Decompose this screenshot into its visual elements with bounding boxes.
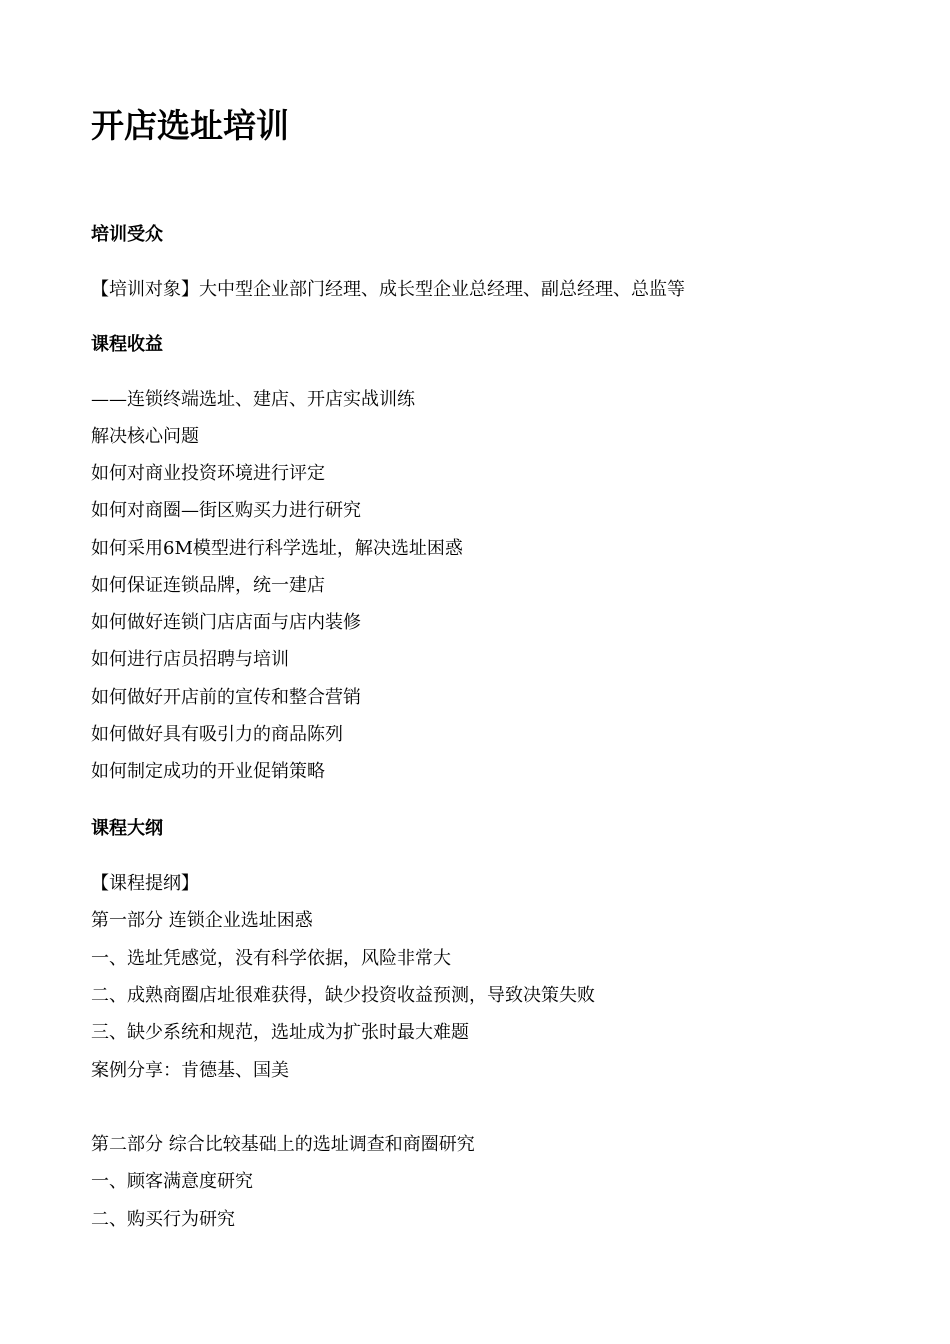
benefit-line: 如何进行店员招聘与培训 xyxy=(91,649,289,670)
outline-line: 第二部分 综合比较基础上的选址调查和商圈研究 xyxy=(91,1134,475,1155)
benefit-line: ——连锁终端选址、建店、开店实战训练 xyxy=(91,389,415,410)
outline-line: 三、缺少系统和规范，选址成为扩张时最大难题 xyxy=(91,1022,469,1043)
benefit-line: 如何制定成功的开业促销策略 xyxy=(91,761,325,782)
outline-line: 案例分享：肯德基、国美 xyxy=(91,1060,289,1081)
benefit-line: 如何保证连锁品牌，统一建店 xyxy=(91,575,325,596)
benefit-line: 如何做好具有吸引力的商品陈列 xyxy=(91,724,343,745)
benefit-line: 如何做好开店前的宣传和整合营销 xyxy=(91,687,361,708)
section-heading-benefits: 课程收益 xyxy=(91,334,163,355)
benefit-line: 如何采用6M模型进行科学选址，解决选址困惑 xyxy=(91,538,463,559)
benefit-line: 如何对商业投资环境进行评定 xyxy=(91,463,325,484)
benefit-line: 如何对商圈—街区购买力进行研究 xyxy=(91,500,361,521)
audience-text: 【培训对象】大中型企业部门经理、成长型企业总经理、副总经理、总监等 xyxy=(91,279,685,300)
outline-line: 二、购买行为研究 xyxy=(91,1209,235,1230)
outline-line: 一、选址凭感觉，没有科学依据，风险非常大 xyxy=(91,948,451,969)
section-heading-outline: 课程大纲 xyxy=(91,818,163,839)
outline-line: 第一部分 连锁企业选址困惑 xyxy=(91,910,313,931)
document-title: 开店选址培训 xyxy=(91,106,289,145)
section-heading-audience: 培训受众 xyxy=(91,224,163,245)
benefit-line: 解决核心问题 xyxy=(91,426,199,447)
outline-line: 一、顾客满意度研究 xyxy=(91,1171,253,1192)
outline-line: 二、成熟商圈店址很难获得，缺少投资收益预测，导致决策失败 xyxy=(91,985,595,1006)
outline-line: 【课程提纲】 xyxy=(91,873,199,894)
benefit-line: 如何做好连锁门店店面与店内装修 xyxy=(91,612,361,633)
